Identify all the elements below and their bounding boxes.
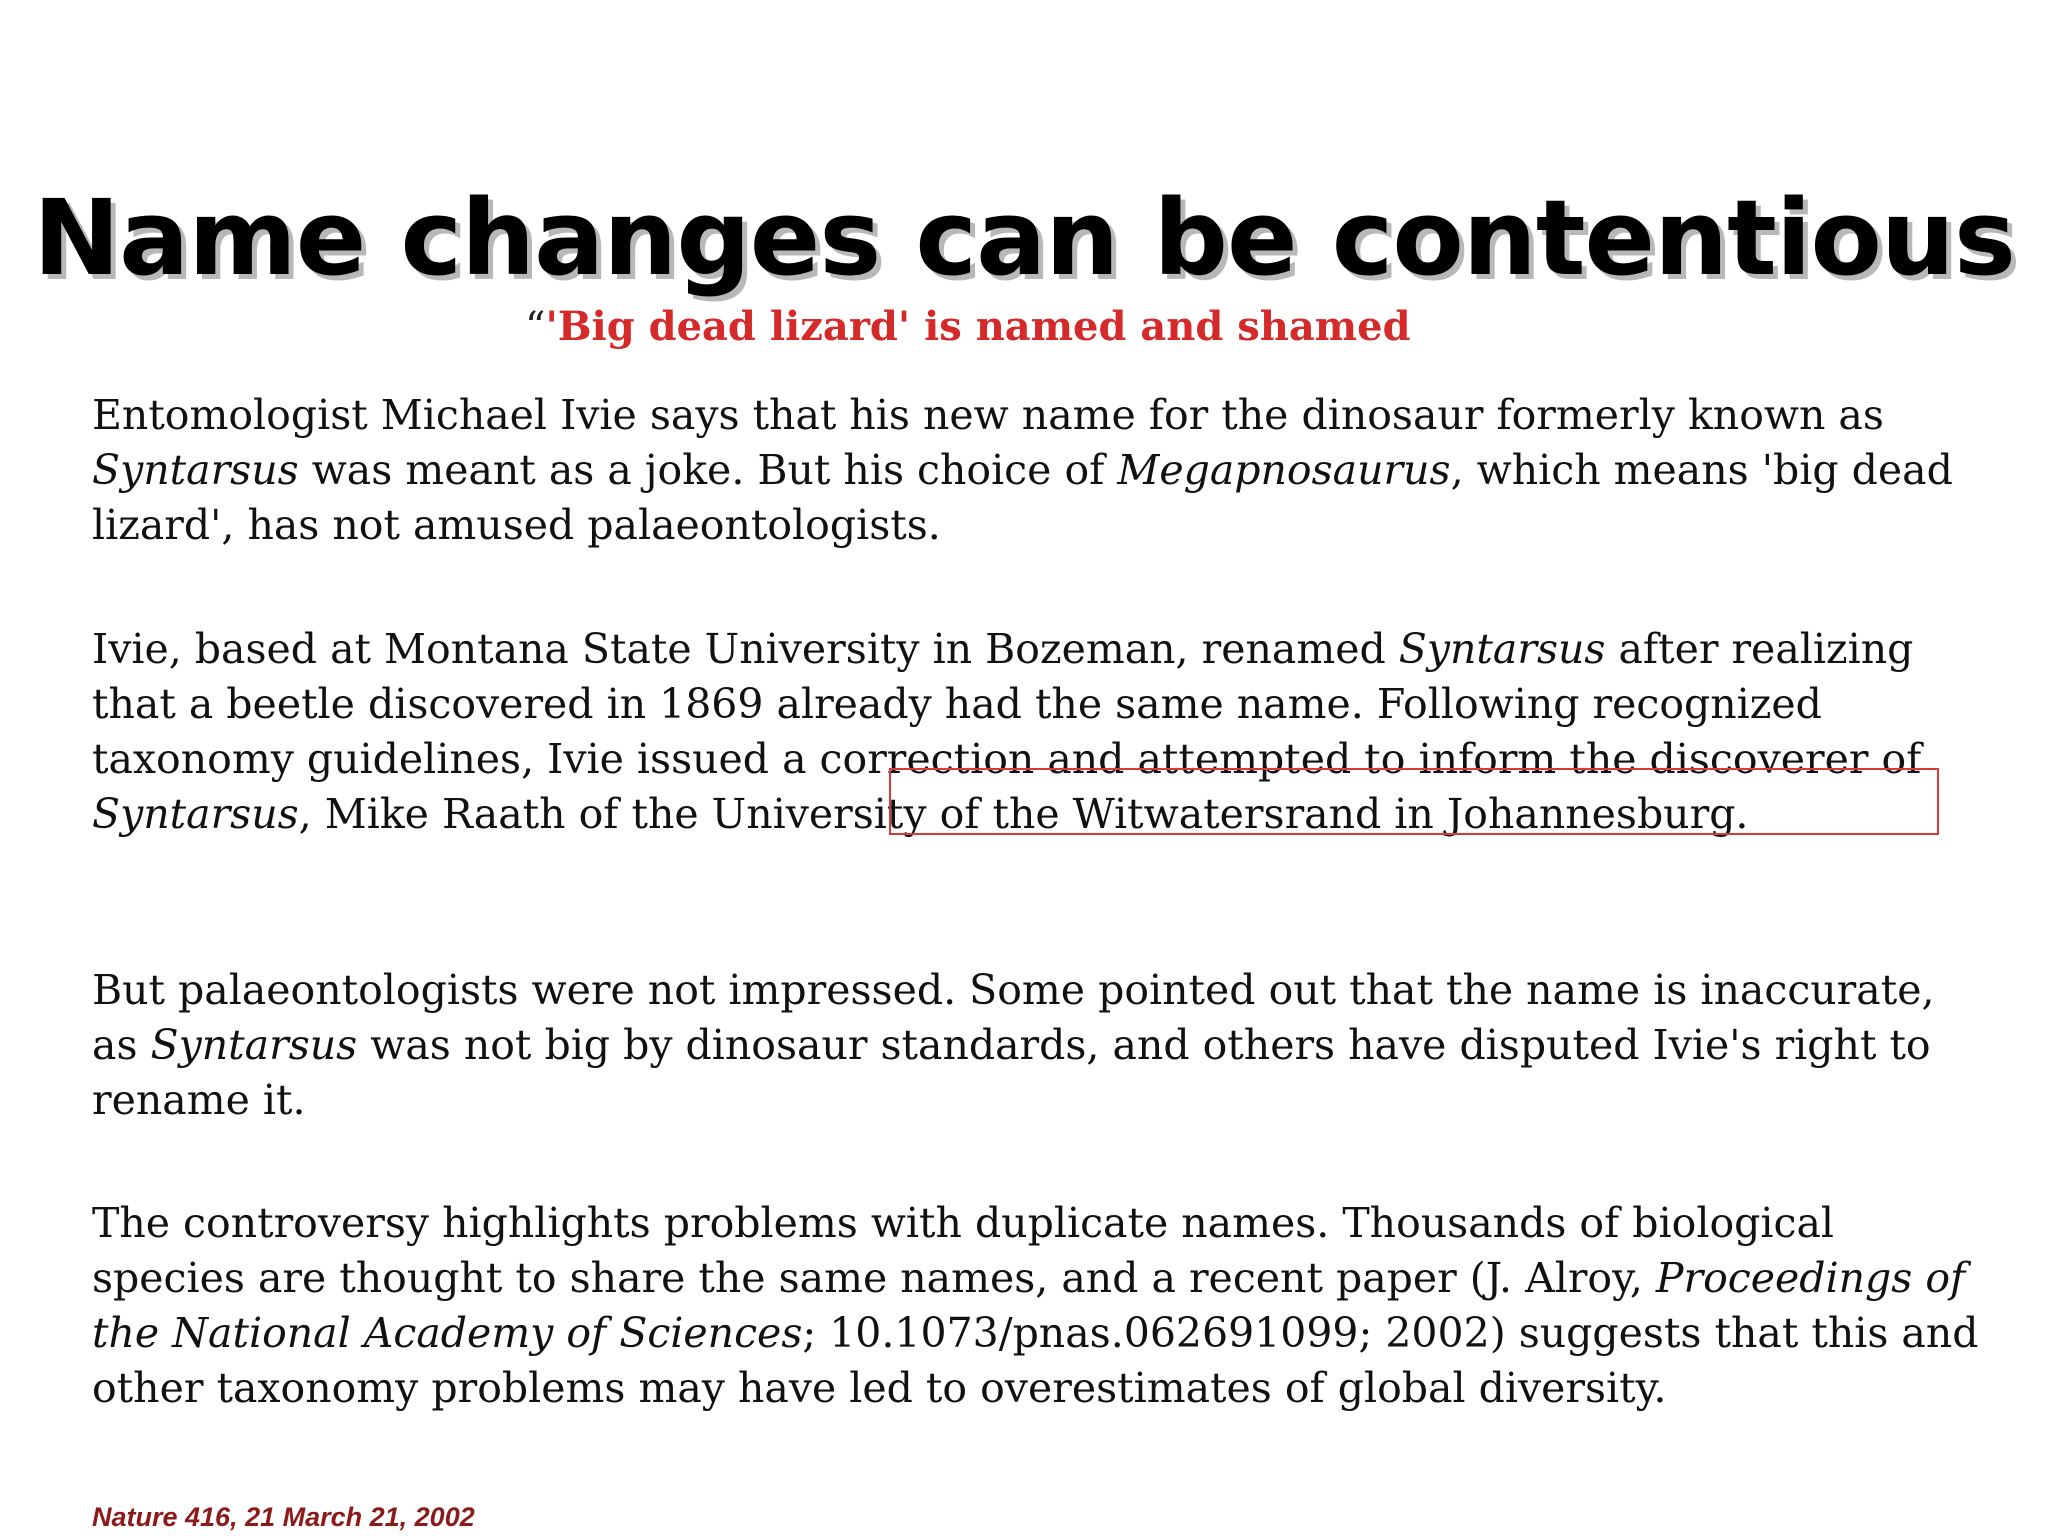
paragraph-4-italic-a: Proceedings of the National Academy of Sciences <box>92 1254 1966 1357</box>
opening-quote-mark: “ <box>525 304 546 350</box>
paragraph-1-text-b: was meant as a joke. But his choice of <box>298 446 1118 494</box>
paragraph-2-text-a: Ivie, based at Montana State University in Bozeman, renamed <box>92 625 1399 673</box>
paragraph-2-text-b: after realizing that a beetle discovered in 1869 already had the same name. Following recognized taxonomy guidelines, Ivie issued a correction and attempted to inform the discoverer of <box>92 625 1922 783</box>
source-citation: Nature 416, 21 March 21, 2002 <box>92 1502 475 1532</box>
paragraph-2-italic-a: Syntarsus <box>1398 625 1606 673</box>
paragraph-1 <box>92 388 1992 553</box>
paragraph-3-text-a: But palaeontologists were not impressed. Some pointed out that the name is inaccurate, as <box>92 966 1935 1069</box>
headline-text: 'Big dead lizard' is named and shamed <box>545 303 1411 350</box>
paragraph-3-italic-a: Syntarsus <box>150 1021 358 1069</box>
paragraph-2-italic-b: Syntarsus <box>92 790 299 838</box>
slide-title: Name changes can be contentious <box>33 177 2015 299</box>
paragraph-4 <box>92 1196 1992 1416</box>
paragraph-3-text-b: was not big by dinosaur standards, and others have disputed Ivie's right to rename it. <box>92 1021 1931 1124</box>
paragraph-1-italic-a: Syntarsus <box>92 446 299 494</box>
paragraph-2-text-c: , Mike Raath of the University of the Witwatersrand in Johannesburg. <box>298 790 1749 838</box>
paragraph-1-text-c: , which means 'big dead lizard', has not amused palaeontologists. <box>92 446 1953 549</box>
paragraph-4-text-b: ; 10.1073/pnas.062691099; 2002) suggests that this and other taxonomy problems may have led to overestimates of global diversity. <box>92 1309 1979 1412</box>
paragraph-3 <box>92 963 1992 1128</box>
headline-subtitle <box>525 299 1411 355</box>
paragraph-4-text-a: The controversy highlights problems with duplicate names. Thousands of biological species are thought to share the same names, and a recent paper (J. Alroy, <box>92 1199 1834 1302</box>
highlight-box <box>889 768 1939 835</box>
paragraph-1-italic-b: Megapnosaurus <box>1117 446 1451 494</box>
paragraph-1-text-a: Entomologist Michael Ivie says that his new name for the dinosaur formerly known as <box>92 391 1884 439</box>
